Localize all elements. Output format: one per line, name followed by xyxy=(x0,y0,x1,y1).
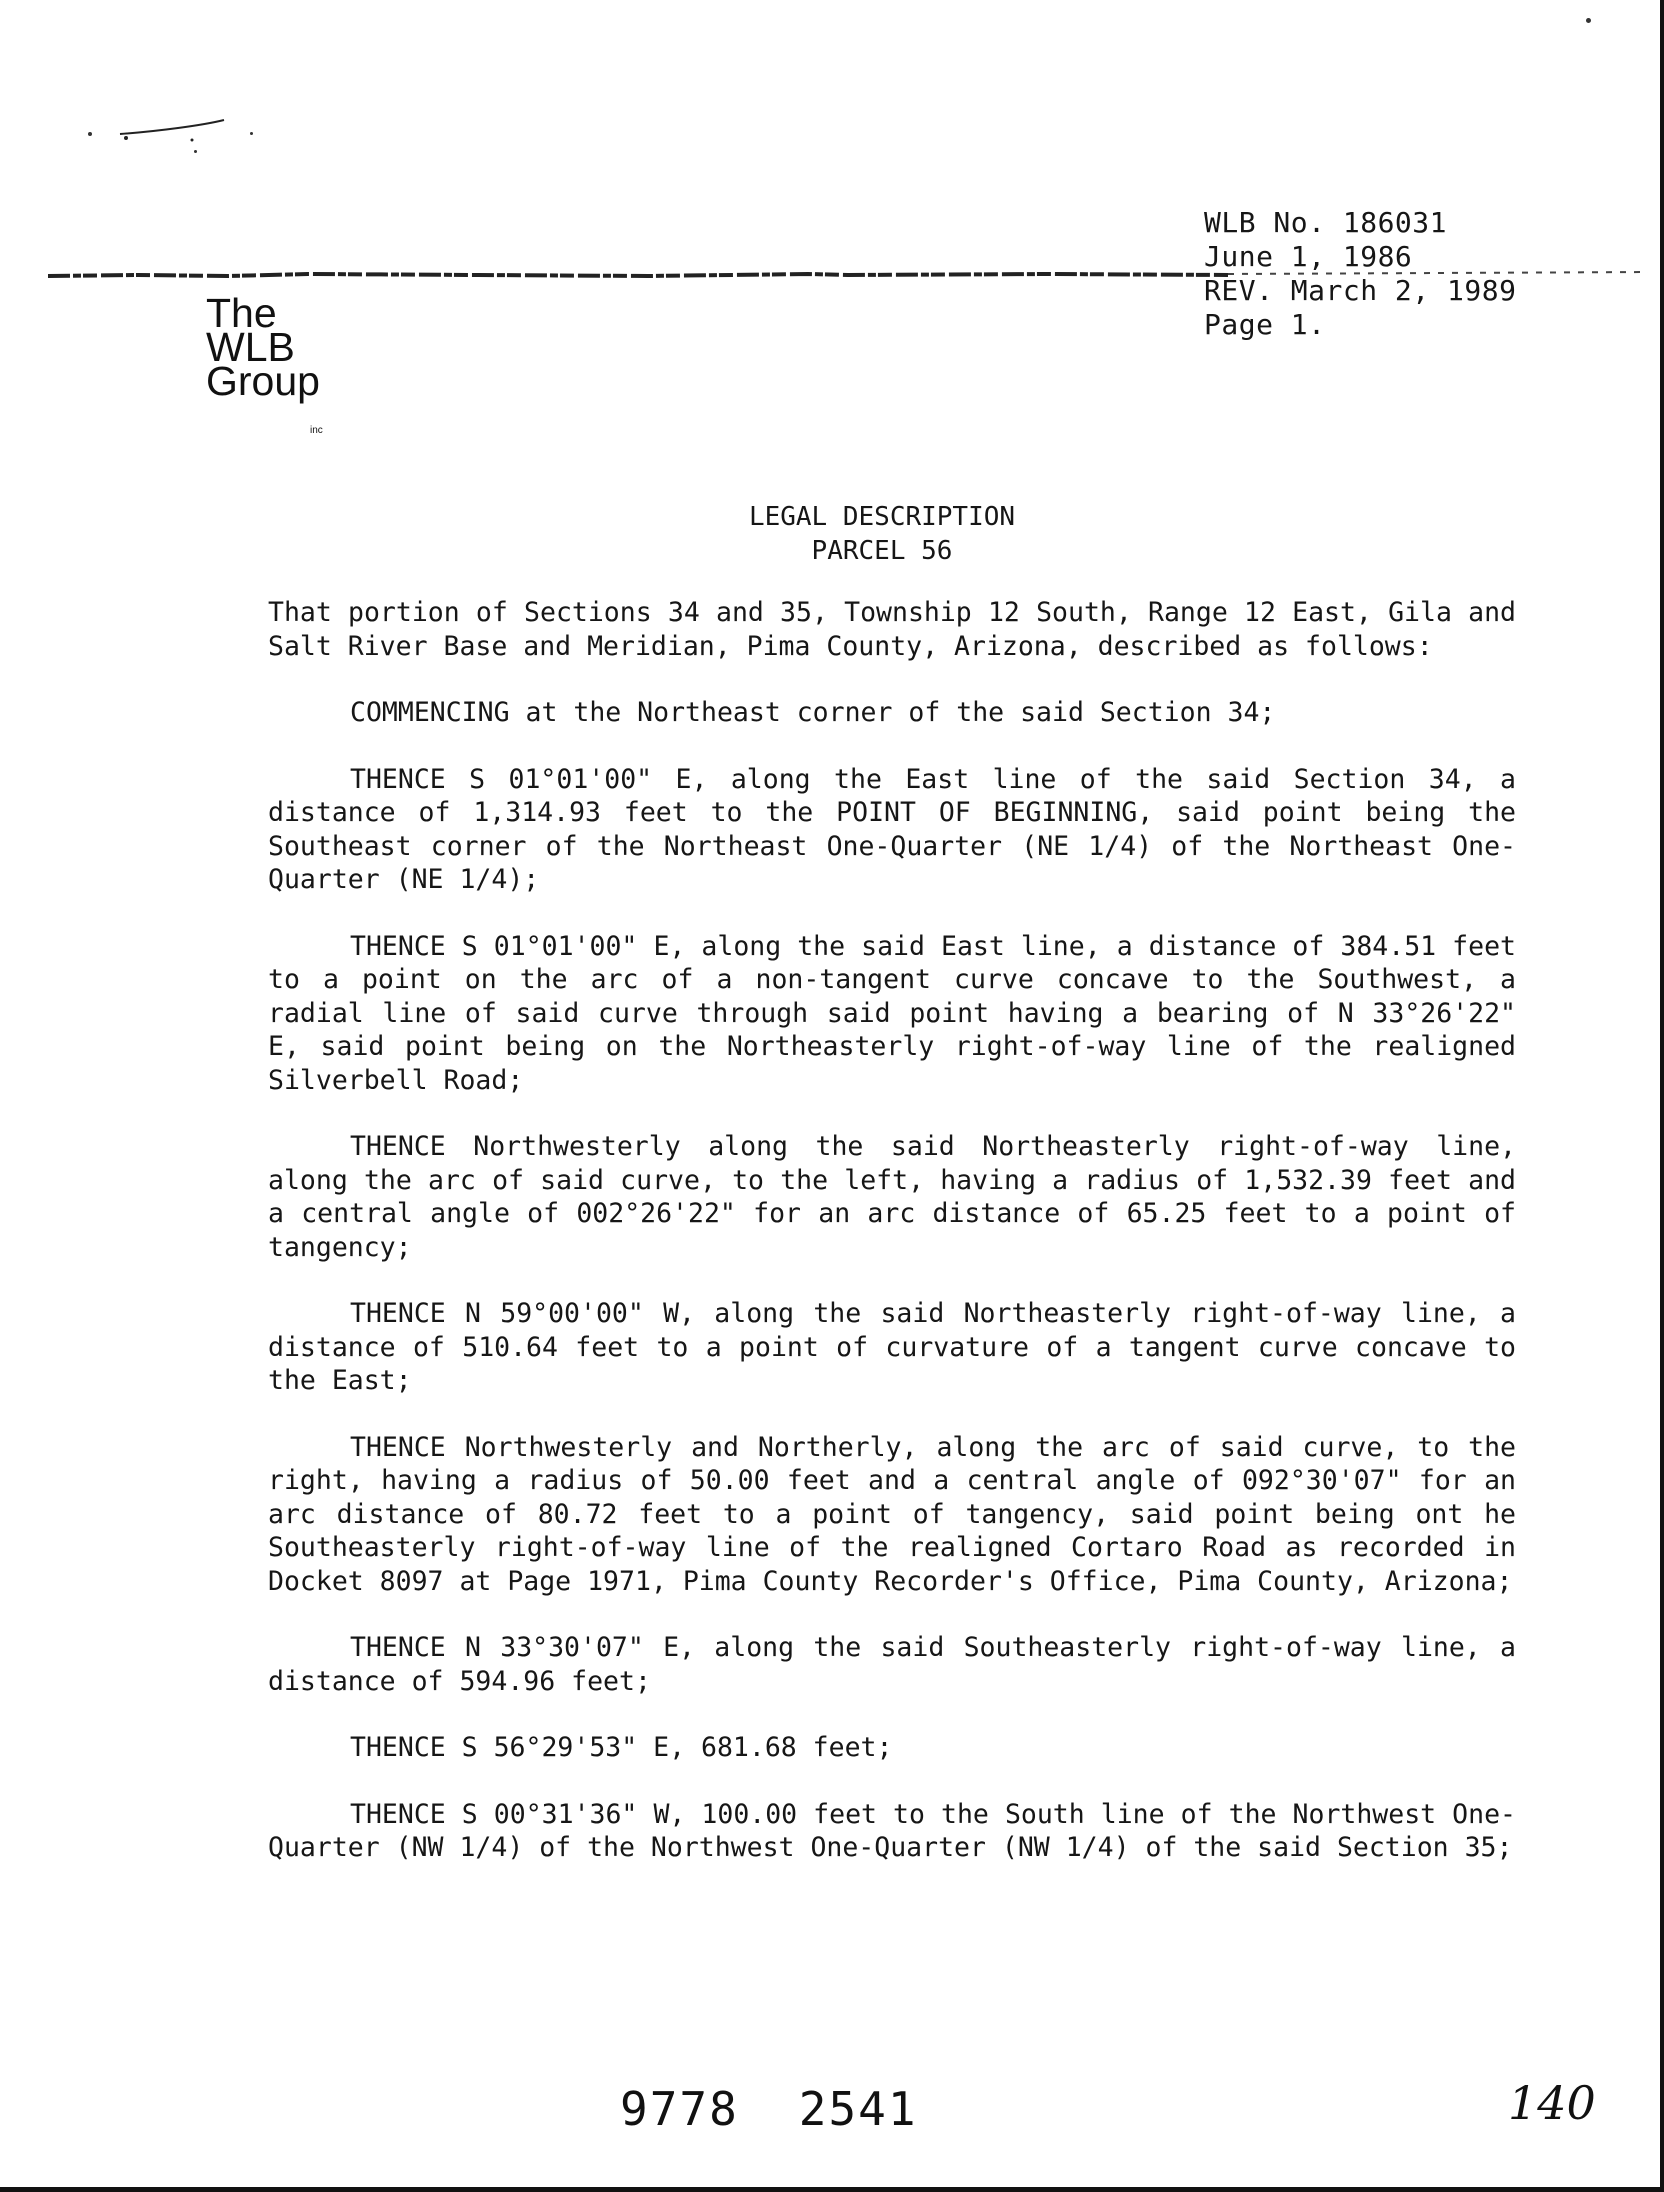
paragraph-thence: THENCE N 33°30'07" E, along the said Southeasterly right-of-way line, a distance of 594.96 feet; xyxy=(268,1632,1516,1697)
recording-stamp xyxy=(620,2082,918,2136)
scan-edge-right xyxy=(1660,0,1664,2192)
document-date: June 1, 1986 xyxy=(1204,240,1413,273)
paragraph-thence: THENCE N 59°00'00" W, along the said Northeasterly right-of-way line, a distance of 510.64 feet to a point of curvature of a tangent curve concave to the East; xyxy=(268,1298,1516,1396)
page-number: Page 1. xyxy=(1204,308,1326,341)
scan-scribble-mark xyxy=(118,118,228,142)
docket-number: 9778 xyxy=(620,2082,739,2136)
paragraph-thence: THENCE Northwesterly and Northerly, along the arc of said curve, to the right, having a radius of 50.00 feet and a central angle of 092°30'07" for an arc distance of 80.72 feet to a point of tangency, said point being ont he Southeasterly right-of-way line of the realigned Cortaro Road as recorded in Docket 8097 at Page 1971, Pima County Recorder's Office, Pima County, Arizona; xyxy=(268,1431,1516,1597)
scan-edge-bottom xyxy=(0,2187,1664,2192)
paragraph-thence: THENCE S 56°29'53" E, 681.68 feet; xyxy=(350,1732,893,1763)
job-number: WLB No. 186031 xyxy=(1204,206,1448,239)
title-legal-description: LEGAL DESCRIPTION xyxy=(748,502,1016,532)
paragraph-thence: THENCE S 01°01'00" E, along the said East line, a distance of 384.51 feet to a point on the arc of a non-tangent curve concave to the Southwest, a radial line of said curve through said point having a bearing of N 33°26'22" E, said point being on the Northeasterly right-of-way line of the realigned Silverbell Road; xyxy=(268,930,1516,1096)
document-title xyxy=(0,500,1664,568)
scan-speck xyxy=(250,132,253,135)
paragraph-intro: That portion of Sections 34 and 35, Township 12 South, Range 12 East, Gila and Salt River Base and Meridian, Pima County, Arizona, described as follows: xyxy=(268,597,1516,662)
handwritten-page-mark: 140 xyxy=(1508,2076,1596,2130)
paragraph-thence: THENCE Northwesterly along the said Northeasterly right-of-way line, along the arc of said curve, to the left, having a radius of 1,532.39 feet and a central angle of 002°26'22" for an arc distance of 65.25 feet to a point of tangency; xyxy=(268,1131,1516,1263)
paragraph-thence: THENCE S 00°31'36" W, 100.00 feet to the South line of the Northwest One-Quarter (NW 1/4) of the Northwest One-Quarter (NW 1/4) of the said Section 35; xyxy=(268,1798,1516,1863)
paragraph-thence: THENCE S 01°01'00" E, along the East line of the said Section 34, a distance of 1,314.93 feet to the POINT OF BEGINNING, said point being the Southeast corner of the Northeast One-Quarter (NE 1/4) of the Northeast One-Quarter (NE 1/4); xyxy=(268,763,1516,895)
scan-speck xyxy=(1586,18,1591,23)
document-header xyxy=(1204,206,1516,342)
scan-speck xyxy=(88,132,92,136)
wlb-group-logo: The WLB Group inc xyxy=(206,290,323,436)
scan-speck xyxy=(194,150,197,153)
revision-date: REV. March 2, 1989 xyxy=(1204,274,1517,307)
paragraph-commencing: COMMENCING at the Northeast corner of the said Section 34; xyxy=(350,697,1276,728)
docket-page-number: 2541 xyxy=(798,2082,918,2136)
title-parcel: PARCEL 56 xyxy=(811,536,953,566)
legal-description-body xyxy=(268,596,1516,1898)
